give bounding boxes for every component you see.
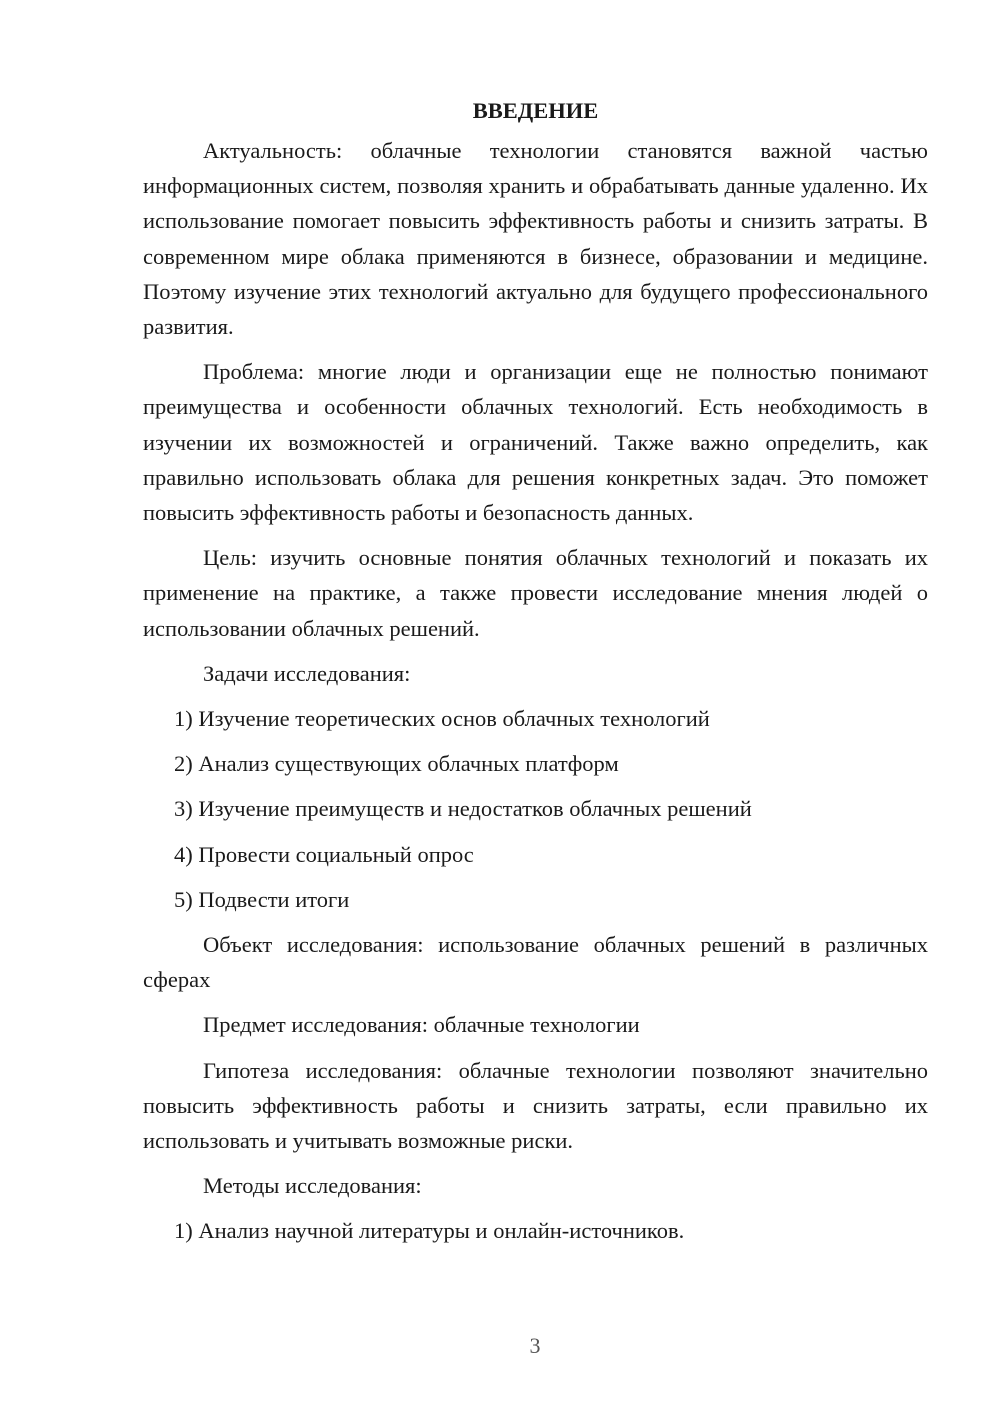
task-item-5: 5) Подвести итоги [174,886,350,912]
problem-paragraph: Проблема: многие люди и организации еще не полностью понимают преимущества и особенности облачных технологий. Есть необходимость в изучении их возможностей и ограничений. Также важно определить, как правильно использовать облака для решения конкретных задач. Это поможет повысить эффективность работы и безопасность данных. [143,359,928,526]
tasks-heading: Задачи исследования: [203,660,411,686]
goal-paragraph: Цель: изучить основные понятия облачных технологий и показать их применение на практике, а также провести исследование мнения людей о использовании облачных решений. [143,545,928,641]
task-item-1: 1) Изучение теоретических основ облачных технологий [174,706,710,732]
hypothesis-paragraph: Гипотеза исследования: облачные технологии позволяют значительно повысить эффективность работы и снизить затраты, если правильно их использовать и учитывать возможные риски. [143,1057,928,1154]
task-item-2: 2) Анализ существующих облачных платформ [174,751,619,777]
document-page [143,95,928,1259]
object-paragraph: Объект исследования: использование облачных решений в различных сферах [143,932,928,993]
methods-heading: Методы исследования: [203,1173,422,1199]
page-number: 3 [529,1333,541,1358]
subject-line: Предмет исследования: облачные технологии [203,1012,640,1038]
section-title: ВВЕДЕНИЕ [472,98,599,123]
task-item-4: 4) Провести социальный опрос [174,841,474,867]
relevance-paragraph: Актуальность: облачные технологии становятся важной частью информационных систем, позволяя хранить и обрабатывать данные удаленно. Их использование помогает повысить эффективность работы и снизить затраты. В современном мире облака применяются в бизнесе, образовании и медицине. Поэтому изучение этих технологий актуально для будущего профессионального развития. [143,138,928,340]
task-item-3: 3) Изучение преимуществ и недостатков облачных решений [174,796,752,822]
method-item-1: 1) Анализ научной литературы и онлайн-источников. [174,1218,685,1244]
